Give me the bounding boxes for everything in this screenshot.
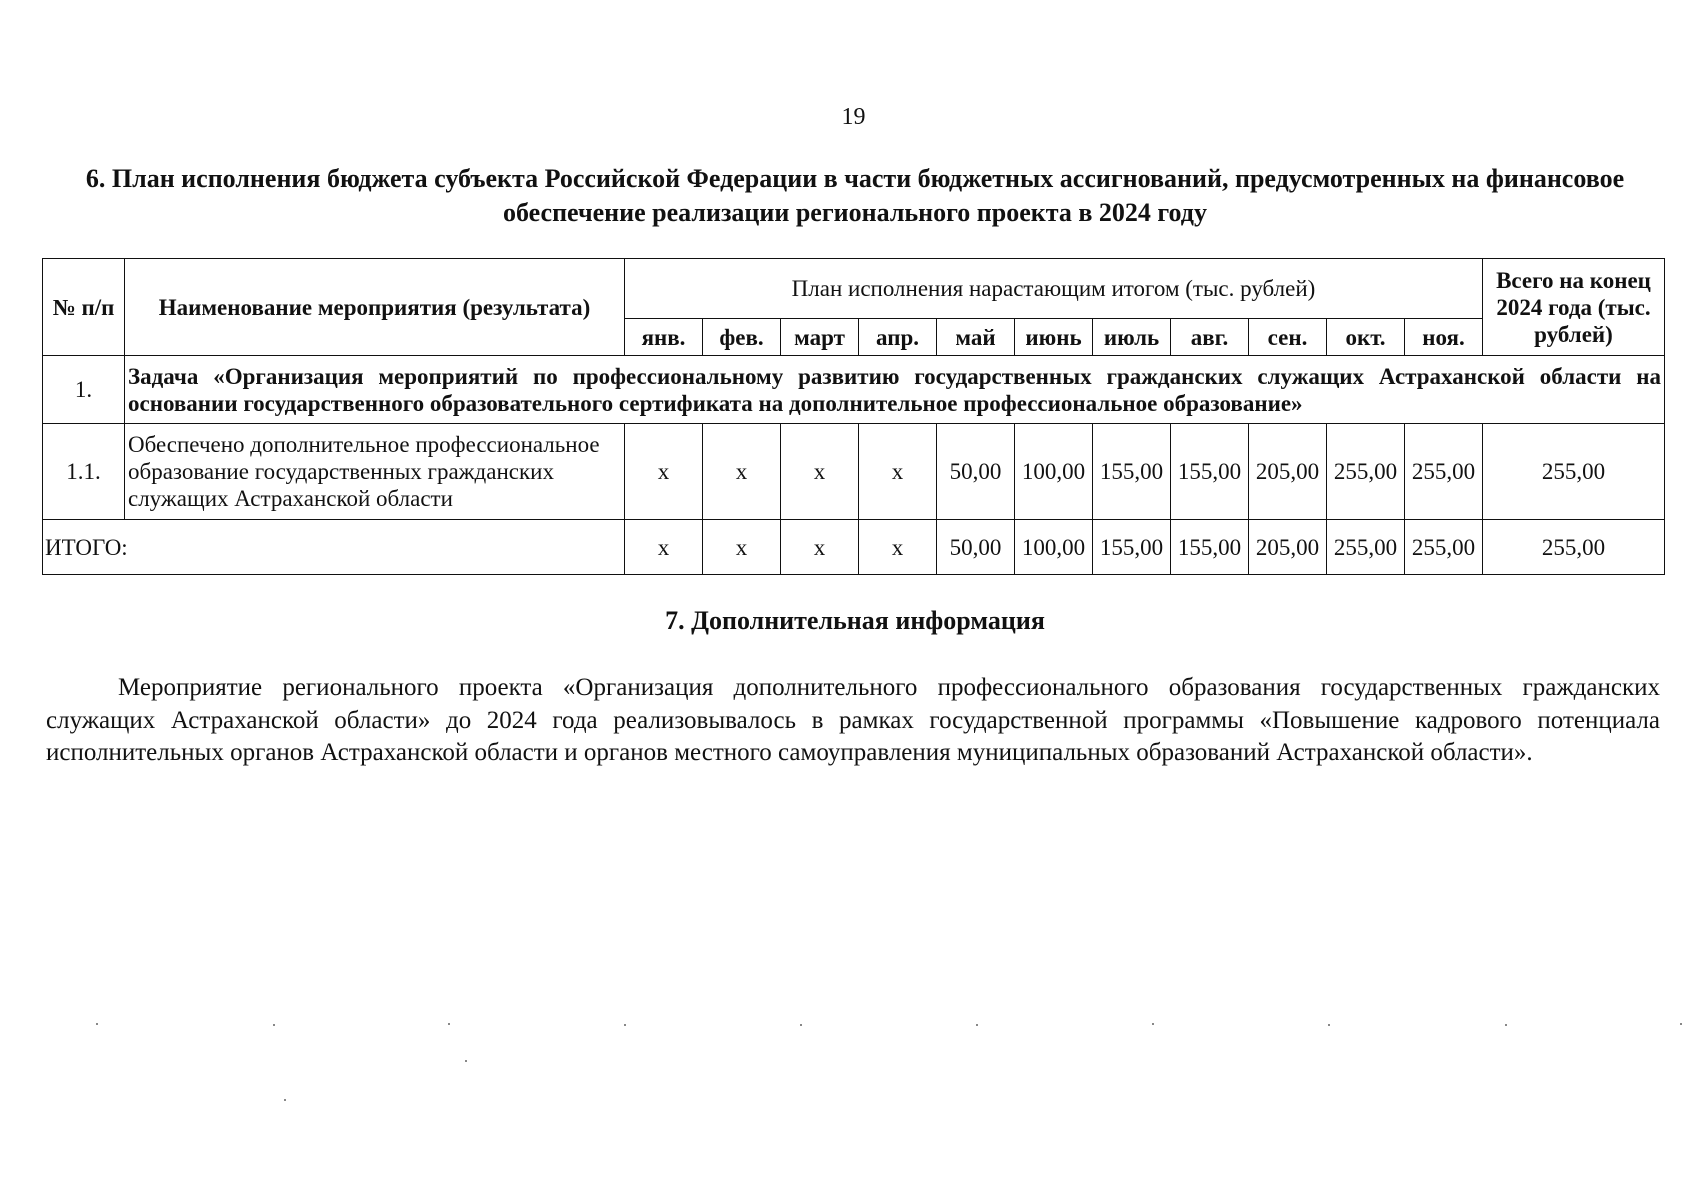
task-row (43, 356, 1665, 424)
total-value-cell: x (859, 520, 937, 575)
section-6-title-line-2: обеспечение реализации регионального проекта в 2024 году (503, 198, 1207, 227)
header-month: фев. (703, 319, 781, 356)
header-month: март (781, 319, 859, 356)
section-6-title-line-1: 6. План исполнения бюджета субъекта Российской Федерации в части бюджетных ассигнований, предусмотренных на финансовое (85, 164, 1625, 193)
total-value-cell: 205,00 (1249, 520, 1327, 575)
header-total: Всего на конец 2024 года (тыс. рублей) (1483, 259, 1665, 356)
header-month: май (937, 319, 1015, 356)
header-name: Наименование мероприятия (результата) (125, 259, 625, 356)
header-month: ноя. (1405, 319, 1483, 356)
item-name: Обеспечено дополнительное профессиональное образование государственных гражданских служащих Астраханской области (125, 424, 625, 520)
item-value-cell: 155,00 (1171, 424, 1249, 520)
item-value-cell: x (781, 424, 859, 520)
item-value-cell: 255,00 (1327, 424, 1405, 520)
header-month: янв. (625, 319, 703, 356)
item-value-cell: 205,00 (1249, 424, 1327, 520)
total-row (43, 520, 1665, 575)
item-row (43, 424, 1665, 520)
budget-plan-table (42, 258, 1665, 575)
total-value-cell: 100,00 (1015, 520, 1093, 575)
header-month: окт. (1327, 319, 1405, 356)
item-total-cell: 255,00 (1483, 424, 1665, 520)
total-value-cell: 50,00 (937, 520, 1015, 575)
total-value-cell: 155,00 (1093, 520, 1171, 575)
section-7-title: 7. Дополнительная информация (665, 606, 1045, 635)
total-value-cell: 255,00 (1405, 520, 1483, 575)
item-value-cell: x (703, 424, 781, 520)
total-grand-cell: 255,00 (1483, 520, 1665, 575)
additional-info-paragraph: Мероприятие регионального проекта «Организация дополнительного профессионального образования государственных гражданских служащих Астраханской области» до 2024 года реализовывалось в рамках государственной программы «Повышение кадрового потенциала исполнительных органов Астраханской области и органов местного самоуправления муниципальных образований Астраханской области». (46, 674, 1660, 766)
total-value-cell: x (625, 520, 703, 575)
section-6-title (40, 162, 1670, 230)
header-plan: План исполнения нарастающим итогом (тыс. рублей) (625, 259, 1483, 319)
header-month: авг. (1171, 319, 1249, 356)
total-label: ИТОГО: (43, 520, 625, 575)
header-month: июнь (1015, 319, 1093, 356)
header-month: июль (1093, 319, 1171, 356)
item-value-cell: x (859, 424, 937, 520)
item-value-cell: 100,00 (1015, 424, 1093, 520)
page-number: 19 (841, 104, 866, 130)
task-text: Задача «Организация мероприятий по профессиональному развитию государственных гражданских служащих Астраханской области на основании государственного образовательного сертификата на дополнительное профессиональное образование» (125, 356, 1665, 424)
total-value-cell: x (703, 520, 781, 575)
task-num: 1. (43, 356, 125, 424)
total-value-cell: x (781, 520, 859, 575)
header-month: апр. (859, 319, 937, 356)
item-num: 1.1. (43, 424, 125, 520)
header-month: сен. (1249, 319, 1327, 356)
item-value-cell: 155,00 (1093, 424, 1171, 520)
item-value-cell: 50,00 (937, 424, 1015, 520)
item-value-cell: 255,00 (1405, 424, 1483, 520)
header-num: № п/п (43, 259, 125, 356)
total-value-cell: 155,00 (1171, 520, 1249, 575)
item-value-cell: x (625, 424, 703, 520)
total-value-cell: 255,00 (1327, 520, 1405, 575)
